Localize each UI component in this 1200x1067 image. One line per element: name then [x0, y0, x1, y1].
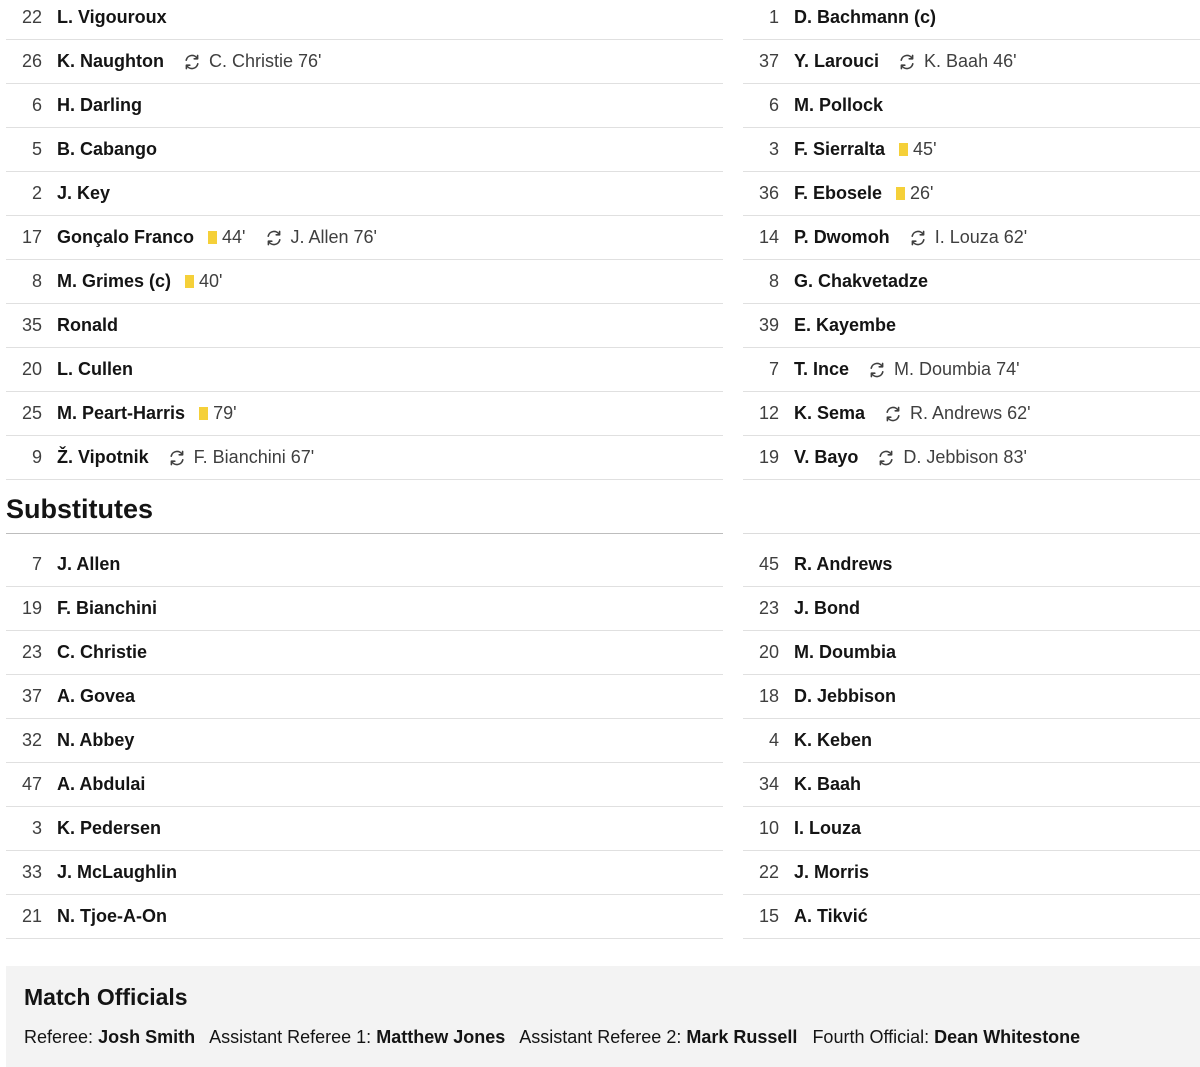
yellow-card-icon [199, 407, 208, 420]
player-name[interactable]: M. Pollock [794, 95, 884, 115]
substitution-text: F. Bianchini 67' [193, 447, 315, 467]
player-name[interactable]: K. Naughton [57, 51, 164, 71]
player-name[interactable]: L. Cullen [57, 359, 133, 379]
player-name[interactable]: D. Jebbison [794, 686, 897, 706]
player-name[interactable]: C. Christie [57, 642, 148, 662]
match-officials-panel [6, 966, 1200, 1067]
substitutes-heading: Substitutes [6, 494, 154, 524]
booking [185, 271, 222, 292]
booking [896, 183, 933, 204]
shirt-number: 6 [31, 95, 42, 115]
player-name[interactable]: J. Allen [57, 554, 121, 574]
substitution-icon [897, 52, 924, 72]
shirt-number: 7 [768, 359, 779, 379]
player-row[interactable] [743, 40, 1200, 84]
booking-minute: 45' [913, 139, 937, 159]
player-row[interactable] [6, 348, 723, 392]
shirt-number: 10 [758, 818, 779, 838]
booking [208, 227, 245, 248]
shirt-number: 26 [21, 51, 42, 71]
player-name[interactable]: E. Kayembe [794, 315, 897, 335]
substitution [264, 227, 378, 248]
match-officials-line [24, 1027, 1090, 1048]
player-name[interactable]: J. Bond [794, 598, 860, 618]
substitution-icon [182, 52, 209, 72]
player-row[interactable] [6, 40, 723, 84]
substitution-icon [867, 360, 894, 380]
player-name[interactable]: Ronald [57, 315, 118, 335]
player-row[interactable] [6, 436, 723, 480]
substitution-icon [908, 228, 935, 248]
player-name[interactable]: Y. Larouci [794, 51, 880, 71]
substitution-text: R. Andrews 62' [910, 403, 1031, 423]
shirt-number: 21 [21, 906, 42, 926]
match-officials-title: Match Officials [24, 984, 188, 1010]
official-name: Dean Whitestone [934, 1027, 1081, 1047]
shirt-number: 35 [21, 315, 42, 335]
shirt-number: 22 [21, 7, 42, 27]
substitution-text: K. Baah 46' [924, 51, 1017, 71]
player-name[interactable]: D. Bachmann (c) [794, 7, 937, 27]
shirt-number: 37 [758, 51, 779, 71]
player-row[interactable] [6, 763, 723, 807]
player-row[interactable] [6, 543, 723, 587]
shirt-number: 12 [758, 403, 779, 423]
shirt-number: 20 [758, 642, 779, 662]
booking [899, 139, 936, 160]
player-name[interactable]: L. Vigouroux [57, 7, 167, 27]
player-name[interactable]: G. Chakvetadze [794, 271, 929, 291]
shirt-number: 1 [768, 7, 779, 27]
substitution [167, 447, 315, 468]
yellow-card-icon [185, 275, 194, 288]
substitution-text: C. Christie 76' [208, 51, 322, 71]
shirt-number: 39 [758, 315, 779, 335]
player-name[interactable]: T. Ince [794, 359, 850, 379]
player-name[interactable]: J. Key [57, 183, 111, 203]
shirt-number: 8 [768, 271, 779, 291]
substitution-icon [167, 448, 194, 468]
player-row[interactable] [743, 304, 1200, 348]
yellow-card-icon [208, 231, 217, 244]
shirt-number: 22 [758, 862, 779, 882]
shirt-number: 17 [21, 227, 42, 247]
substitution-text: M. Doumbia 74' [894, 359, 1020, 379]
booking-minute: 44' [222, 227, 246, 247]
player-row[interactable] [743, 895, 1200, 939]
substitution-text: D. Jebbison 83' [903, 447, 1027, 467]
player-name[interactable]: J. McLaughlin [57, 862, 178, 882]
shirt-number: 36 [758, 183, 779, 203]
player-name[interactable]: V. Bayo [794, 447, 859, 467]
player-name[interactable]: J. Morris [794, 862, 870, 882]
shirt-number: 45 [758, 554, 779, 574]
player-row[interactable] [743, 84, 1200, 128]
booking-minute: 79' [213, 403, 237, 423]
booking [199, 403, 236, 424]
substitution-icon [264, 228, 291, 248]
player-row[interactable] [743, 216, 1200, 260]
player-row[interactable] [6, 260, 723, 304]
yellow-card-icon [896, 187, 905, 200]
player-name[interactable]: P. Dwomoh [794, 227, 890, 247]
player-name[interactable]: N. Tjoe-A-On [57, 906, 167, 926]
official-item [812, 1027, 1080, 1047]
player-row[interactable] [6, 128, 723, 172]
shirt-number: 47 [21, 774, 42, 794]
player-row[interactable] [743, 631, 1200, 675]
player-row[interactable] [6, 304, 723, 348]
official-name: Josh Smith [98, 1027, 196, 1047]
player-row[interactable] [743, 543, 1200, 587]
substitution [182, 51, 321, 72]
home-starting-list [6, 0, 723, 480]
substitution [897, 51, 1017, 72]
player-row[interactable] [6, 675, 723, 719]
shirt-number: 8 [31, 271, 42, 291]
player-row[interactable] [743, 436, 1200, 480]
player-row[interactable] [743, 675, 1200, 719]
shirt-number: 37 [21, 686, 42, 706]
player-name[interactable]: A. Govea [57, 686, 136, 706]
substitution-text: J. Allen 76' [290, 227, 377, 247]
player-name[interactable]: Ž. Vipotnik [57, 447, 149, 467]
player-row[interactable] [743, 763, 1200, 807]
player-row[interactable] [743, 260, 1200, 304]
player-row[interactable] [743, 807, 1200, 851]
player-row[interactable] [6, 895, 723, 939]
shirt-number: 9 [31, 447, 42, 467]
shirt-number: 3 [31, 818, 42, 838]
home-subs-list [6, 543, 723, 939]
player-name[interactable]: B. Cabango [57, 139, 158, 159]
player-row[interactable] [743, 587, 1200, 631]
player-row[interactable] [6, 172, 723, 216]
official-name: Mark Russell [686, 1027, 798, 1047]
player-row[interactable] [6, 587, 723, 631]
player-row[interactable] [743, 392, 1200, 436]
player-row[interactable] [743, 128, 1200, 172]
player-name[interactable]: A. Tikvić [794, 906, 868, 926]
shirt-number: 19 [21, 598, 42, 618]
player-name[interactable]: I. Louza [794, 818, 861, 838]
player-name[interactable]: R. Andrews [794, 554, 893, 574]
player-name[interactable]: M. Doumbia [794, 642, 896, 662]
player-name[interactable]: K. Keben [794, 730, 873, 750]
shirt-number: 7 [31, 554, 42, 574]
yellow-card-icon [899, 143, 908, 156]
away-subs-list [743, 543, 1200, 939]
player-name[interactable]: H. Darling [57, 95, 143, 115]
substitutes-divider-left [6, 533, 723, 534]
player-row[interactable] [6, 851, 723, 895]
away-starting-list [743, 0, 1200, 480]
booking-minute: 40' [199, 271, 223, 291]
shirt-number: 34 [758, 774, 779, 794]
booking-minute: 26' [910, 183, 934, 203]
substitution-icon [876, 448, 903, 468]
shirt-number: 19 [758, 447, 779, 467]
substitution [908, 227, 1028, 248]
official-item [209, 1027, 505, 1047]
player-name[interactable]: K. Pedersen [57, 818, 162, 838]
player-row[interactable] [6, 631, 723, 675]
player-row[interactable] [6, 216, 723, 260]
player-row[interactable] [6, 0, 723, 40]
official-role: Referee: [24, 1027, 94, 1047]
player-name[interactable]: F. Bianchini [57, 598, 158, 618]
official-item [519, 1027, 797, 1047]
player-row[interactable] [743, 348, 1200, 392]
player-name[interactable]: F. Sierralta [794, 139, 886, 159]
player-row[interactable] [743, 851, 1200, 895]
official-role: Fourth Official: [812, 1027, 930, 1047]
shirt-number: 3 [768, 139, 779, 159]
substitution [867, 359, 1020, 380]
player-row[interactable] [6, 807, 723, 851]
substitution [876, 447, 1027, 468]
player-name[interactable]: M. Grimes (c) [57, 271, 172, 291]
shirt-number: 25 [21, 403, 42, 423]
official-role: Assistant Referee 2: [519, 1027, 682, 1047]
shirt-number: 2 [31, 183, 42, 203]
player-row[interactable] [743, 719, 1200, 763]
substitution-text: I. Louza 62' [934, 227, 1028, 247]
shirt-number: 15 [758, 906, 779, 926]
shirt-number: 23 [21, 642, 42, 662]
official-item [24, 1027, 195, 1047]
shirt-number: 18 [758, 686, 779, 706]
shirt-number: 14 [758, 227, 779, 247]
shirt-number: 32 [21, 730, 42, 750]
player-row[interactable] [6, 719, 723, 763]
player-row[interactable] [743, 172, 1200, 216]
shirt-number: 4 [768, 730, 779, 750]
shirt-number: 5 [31, 139, 42, 159]
shirt-number: 6 [768, 95, 779, 115]
player-name[interactable]: F. Ebosele [794, 183, 883, 203]
player-row[interactable] [743, 0, 1200, 40]
official-role: Assistant Referee 1: [209, 1027, 372, 1047]
player-name[interactable]: Gonçalo Franco [57, 227, 195, 247]
player-name[interactable]: K. Sema [794, 403, 866, 423]
player-name[interactable]: A. Abdulai [57, 774, 146, 794]
substitutes-divider-right [743, 533, 1200, 534]
substitution-icon [883, 404, 910, 424]
substitution [883, 403, 1031, 424]
player-row[interactable] [6, 84, 723, 128]
player-name[interactable]: K. Baah [794, 774, 862, 794]
shirt-number: 33 [21, 862, 42, 882]
player-row[interactable] [6, 392, 723, 436]
player-name[interactable]: N. Abbey [57, 730, 135, 750]
official-name: Matthew Jones [376, 1027, 506, 1047]
player-name[interactable]: M. Peart-Harris [57, 403, 186, 423]
shirt-number: 20 [21, 359, 42, 379]
shirt-number: 23 [758, 598, 779, 618]
